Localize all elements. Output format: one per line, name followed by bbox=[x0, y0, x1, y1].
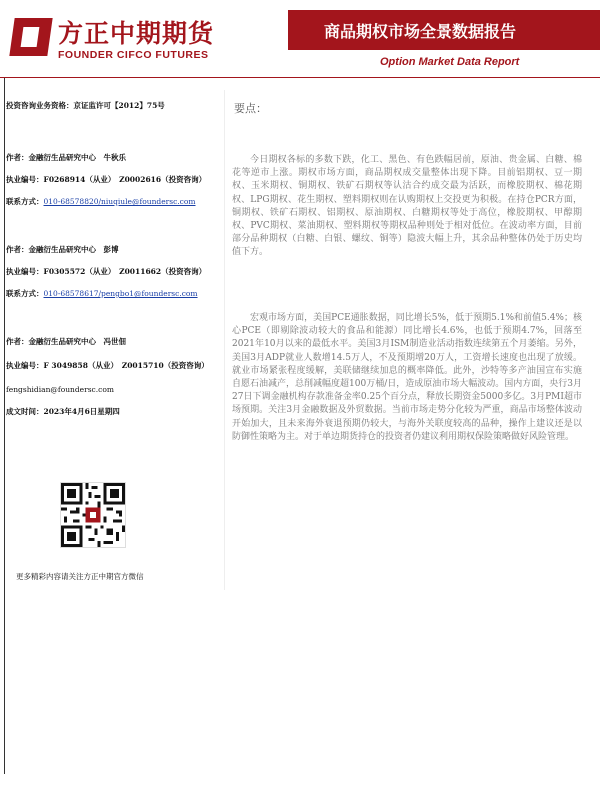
logo-chinese-name: 方正中期期货 bbox=[58, 19, 215, 48]
title-banner bbox=[288, 10, 600, 50]
report-title: 商品期权市场全景数据报告 bbox=[324, 22, 517, 41]
report-subtitle: Option Market Data Report bbox=[380, 56, 520, 68]
contact-link[interactable]: 010-68578617/pengbo1@foundersc.com bbox=[43, 289, 198, 298]
qr-caption: 更多精彩内容请关注方正中期官方微信 bbox=[16, 572, 144, 581]
contact-info bbox=[6, 288, 198, 299]
contact-link[interactable]: 010-68578820/niuqiule@foundersc.com bbox=[43, 197, 196, 206]
contact-info bbox=[6, 196, 196, 207]
left-border-rule bbox=[4, 78, 5, 774]
report-header bbox=[0, 0, 600, 78]
practice-number: 执业编号：F0268914（从业） Z0002616（投资咨询） bbox=[6, 175, 207, 184]
practice-number: 执业编号：F 3049858（从业） Z0015710（投资咨询） bbox=[6, 361, 209, 370]
contact-label: 联系方式： bbox=[6, 197, 44, 206]
column-divider bbox=[224, 90, 225, 590]
practice-number: 执业编号：F0305572（从业） Z0011662（投资咨询） bbox=[6, 267, 207, 276]
contact-label: 联系方式： bbox=[6, 289, 44, 298]
summary-paragraph: 宏观市场方面，美国PCE通胀数据，同比增长5%，低于预期5.1%和前值5.4%；核心PCE（即剔除波动较大的食品和能源）同比增长4.6%，也低于预期4.7%，回落至2021年10月以来的最低水平。美国3月ISM制造业活动指数连续第五个月萎缩。另外，美国3月ADP就业人数增14.5万人，不及预期增20万人，工资增长速度也出现了放缓。就业市场紧张程度缓解，美联储继续加息的概率降低。此外，沙特等多产油国宣布实施自愿石油减产，总削减幅度超100万桶/日，造成原油市场大幅波动。国内方面，央行3月27日下调金融机构存款准备金率0.25个百分点，释放长期资金5000多亿。3月PMI超市场预期。关注3月金融数据及外贸数据。当前市场走势分化较为严重，商品市场整体波动开始加大，且未来海外衰退预期仍较大，与海外关联度较高的品种，操作上建议还是以防御性策略为主。对于单边期货持仓的投资者仍建议利用期权保险策略做好风险管理。 bbox=[232, 313, 582, 442]
logo-english-name: FOUNDER CIFCO FUTURES bbox=[58, 49, 209, 61]
contact-email: fengshidian@foundersc.com bbox=[6, 385, 114, 394]
header-divider bbox=[0, 77, 600, 78]
author-name: 作者：金融衍生品研究中心 冯世佃 bbox=[6, 337, 126, 346]
summary-heading: 要点： bbox=[234, 102, 267, 115]
author-name: 作者：金融衍生品研究中心 牛秋乐 bbox=[6, 153, 126, 162]
summary-paragraph: 今日期权各标的多数下跌，化工、黑色、有色跌幅居前，原油、贵金属、白糖、棉花等逆市上涨。期权市场方面，商品期权成交量整体出现下降。目前铝期权、豆一期权、玉米期权、铜期权、铁矿石期权等认沽合约成交最为活跃，而橡胶期权、棉花期权、LPG期权、花生期权、塑料期权则在认购期权上交投更为积极。在持仓PCR方面，铜期权、铁矿石期权、铝期权、原油期权、白糖期权等处于高位，橡胶期权、甲醇期权、PVC期权、菜油期权、塑料期权等期权品种则处于相对低位。在波动率方面，目前部分品种期权（白糖、白银、螺纹、铜等）隐波大幅上升，其余品种整体仍处于历史均值下方。 bbox=[232, 155, 582, 258]
license-info: 投资咨询业务资格：京证监许可【2012】75号 bbox=[6, 101, 165, 110]
publish-date: 成文时间：2023年4月6日星期四 bbox=[6, 407, 120, 416]
company-logo bbox=[10, 12, 220, 70]
logo-mark-icon bbox=[9, 18, 52, 56]
author-name: 作者：金融衍生品研究中心 彭博 bbox=[6, 245, 119, 254]
wechat-qr-code bbox=[60, 482, 126, 548]
